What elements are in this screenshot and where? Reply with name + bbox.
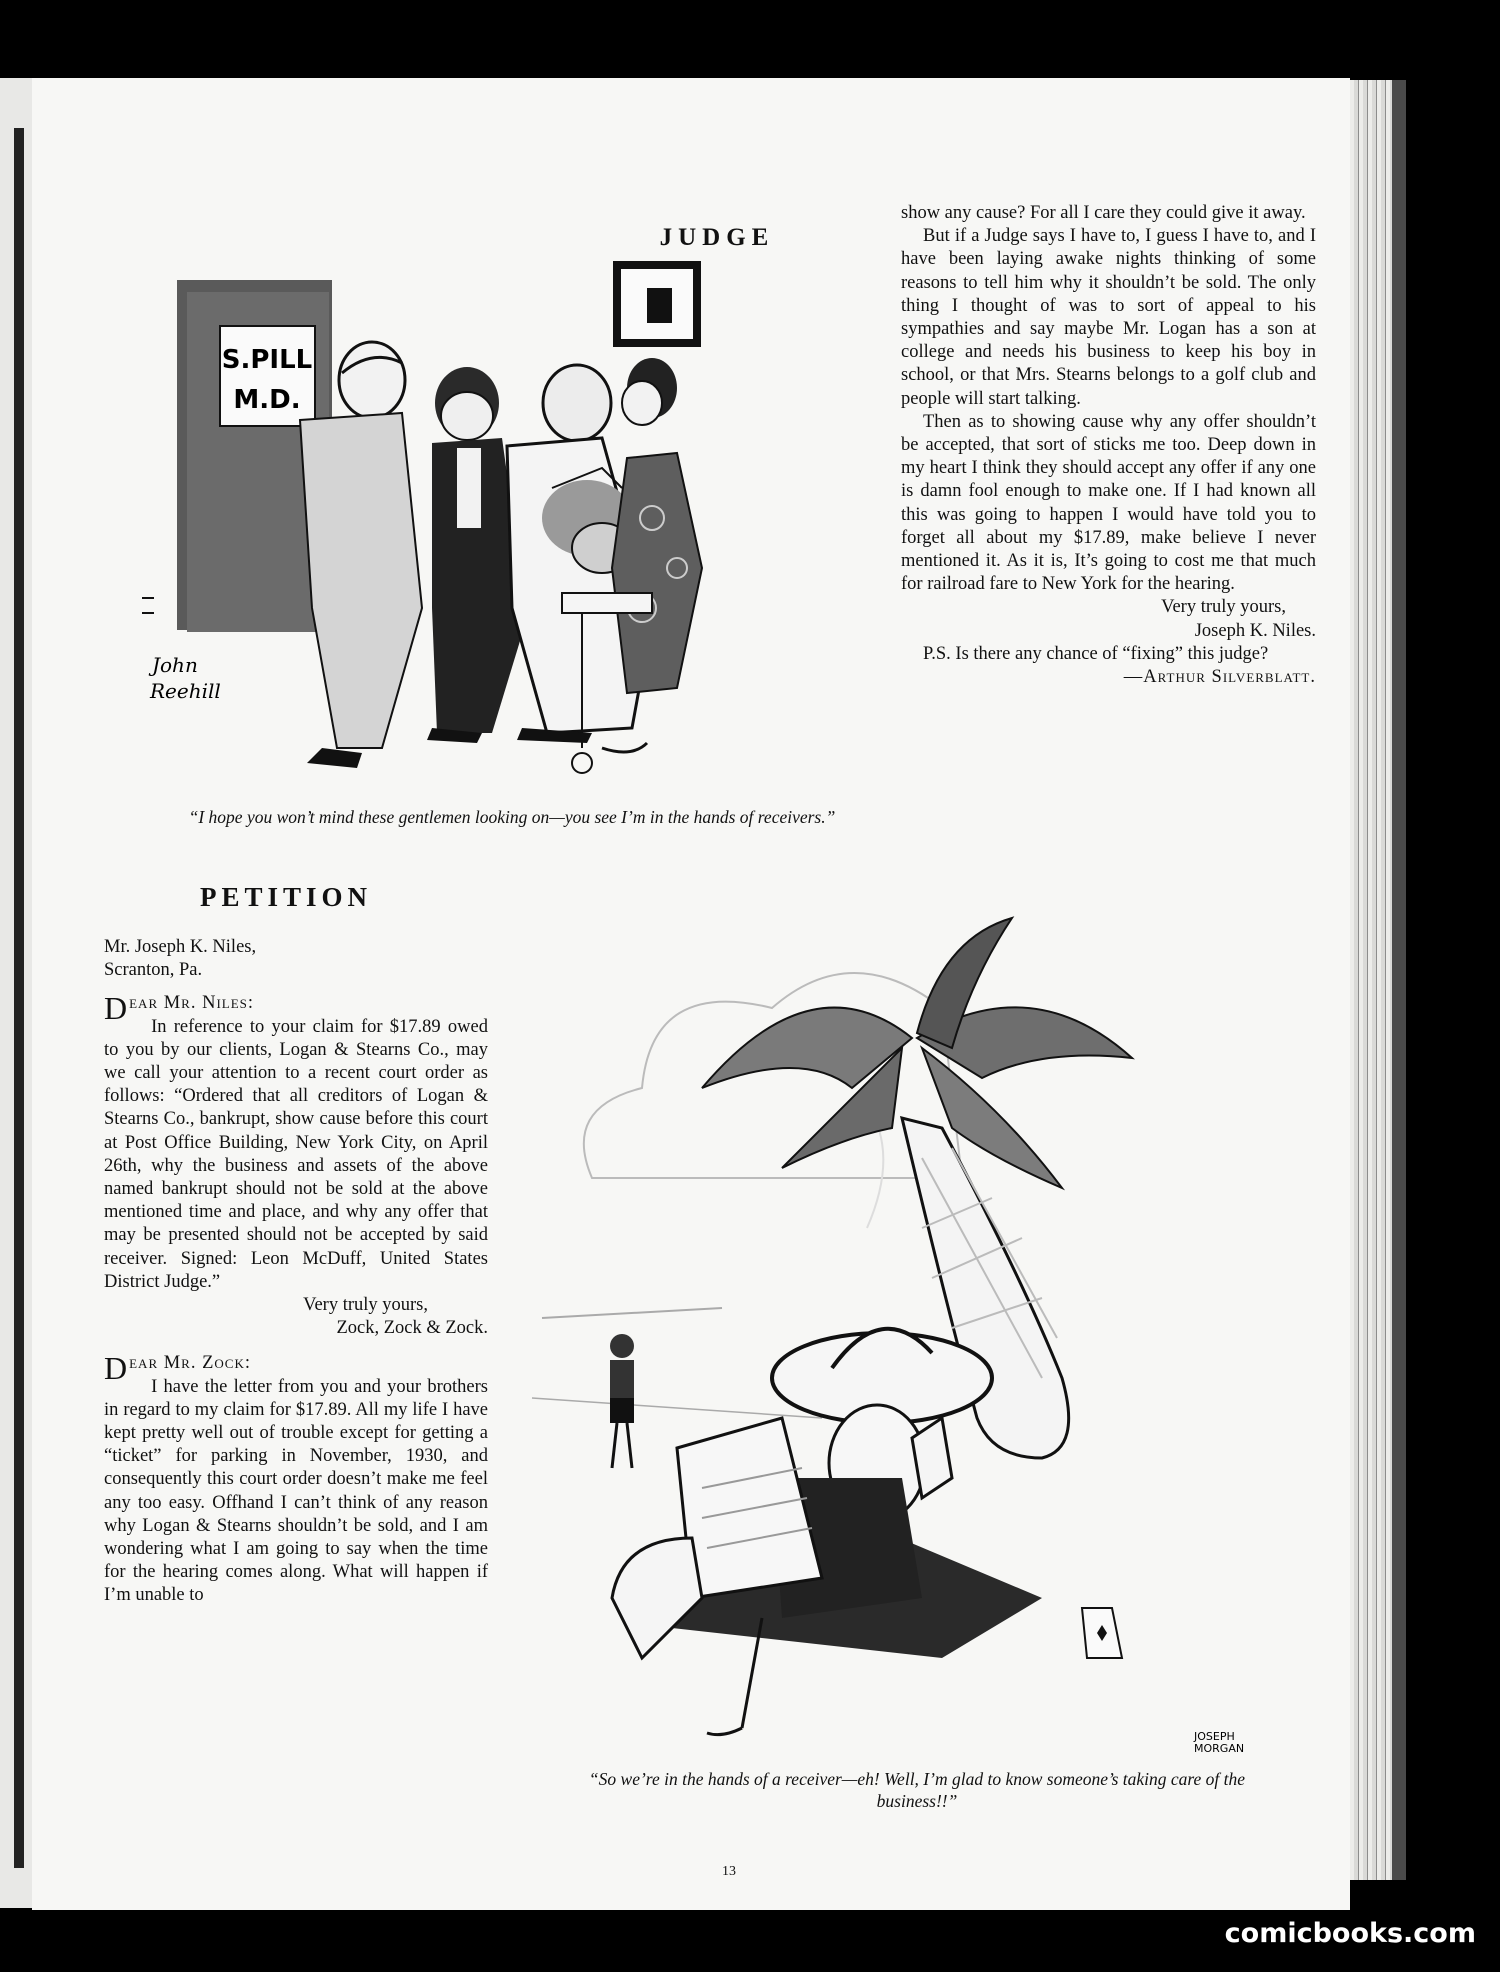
left-page-spine xyxy=(0,78,32,1908)
dropcap: D xyxy=(104,990,128,1027)
watermark: comicbooks.com xyxy=(1224,1918,1476,1949)
letter1-closing: Very truly yours, xyxy=(303,1295,428,1316)
letter-continuation: show any cause? For all I care they could give it away. xyxy=(901,203,1306,223)
masthead: JUDGE xyxy=(659,224,775,251)
cartoon2-signature-line1: JOSEPH xyxy=(1194,1730,1235,1743)
author: —Arthur Silverblatt. xyxy=(1123,667,1316,688)
cartoon2-signature-line2: MORGAN xyxy=(1194,1742,1245,1755)
cartoon2-caption: “So we’re in the hands of a receiver—eh! Well, I’m glad to know someone’s taking care of the business!!” xyxy=(588,1769,1246,1811)
letter1-body: In reference to your claim for $17.89 owed to you by our clients, Logan & Stearns Co., may we call your attention to a recent court order as follows: “Ordered that all creditors of Logan & Stearns Co., bankrupt, show cause before this court at Post Office Building, New York City, on April 26th, why the business and assets of the above named bankrupt should not be sold at the above mentioned time and place, and why any offer that may be presented should not be accepted by said receiver. Signed: Leon McDuff, United States District Judge.” xyxy=(104,1016,488,1292)
closing: Very truly yours, xyxy=(1161,597,1286,618)
letter1-signer: Zock, Zock & Zock. xyxy=(336,1318,488,1339)
left-column xyxy=(104,936,488,1608)
cartoon-beach-receiver xyxy=(522,898,1322,1778)
signer: Joseph K. Niles. xyxy=(1194,620,1316,641)
cartoon1-signature-line1: John xyxy=(152,653,198,677)
door-sign-line1: S.PILL xyxy=(221,345,313,375)
cartoon1-caption: “I hope you won’t mind these gentlemen looking on—you see I’m in the hands of receivers.” xyxy=(188,807,836,827)
postscript: P.S. Is there any chance of “fixing” this judge? xyxy=(923,643,1269,664)
magazine-page xyxy=(32,78,1350,1910)
spine-shadow xyxy=(14,128,24,1868)
right-column xyxy=(901,202,1316,689)
letter1-salutation: Dear Mr. Niles: xyxy=(104,990,255,1027)
paragraph-offer: Then as to showing cause why any offer shouldn’t be accepted, that sort of sticks me too. Deep down in my heart I think they should accept any offer if any one is damn fool enough to make one. If I had known all this was going to happen I would have told you to forget all about my $17.89, make believe I never mentioned it. As it is, It’s going to cost me that much for railroad fare to New York for the hearing. xyxy=(901,411,1316,595)
dropcap: D xyxy=(104,1350,128,1387)
page-number: 13 xyxy=(722,1864,736,1879)
cartoon-doctor-office xyxy=(132,188,912,888)
letter2-body: I have the letter from you and your brothers in regard to my claim for $17.89. All my life I have kept pretty well out of trouble except for getting a “ticket” for parking in November, 1930, and consequently this court order doesn’t make me feel any too easy. Offhand I can’t think of any reason why Logan & Stearns shouldn’t be sold, and I am wondering what I am going to say when the time for the hearing comes along. What will happen if I’m unable to xyxy=(104,1376,488,1606)
petition-title: PETITION xyxy=(200,882,373,912)
door-sign-line2: M.D. xyxy=(233,385,301,415)
letter2-salutation: Dear Mr. Zock: xyxy=(104,1350,251,1387)
paragraph-judge: But if a Judge says I have to, I guess I have to, and I have been laying awake nights thinking of some reasons to tell him why it shouldn’t be sold. The only thing I thought of was to sort of appeal to his sympathies and say maybe Mr. Logan has a son at college and needs his business to keep his boy in school, or that Mrs. Stearns belongs to a golf club and people will start talking. xyxy=(901,226,1316,409)
address-name: Mr. Joseph K. Niles, xyxy=(104,937,257,957)
cartoon1-signature-line2: Reehill xyxy=(150,679,221,703)
address-city: Scranton, Pa. xyxy=(104,960,203,981)
page-edges-shadow xyxy=(1392,80,1406,1880)
